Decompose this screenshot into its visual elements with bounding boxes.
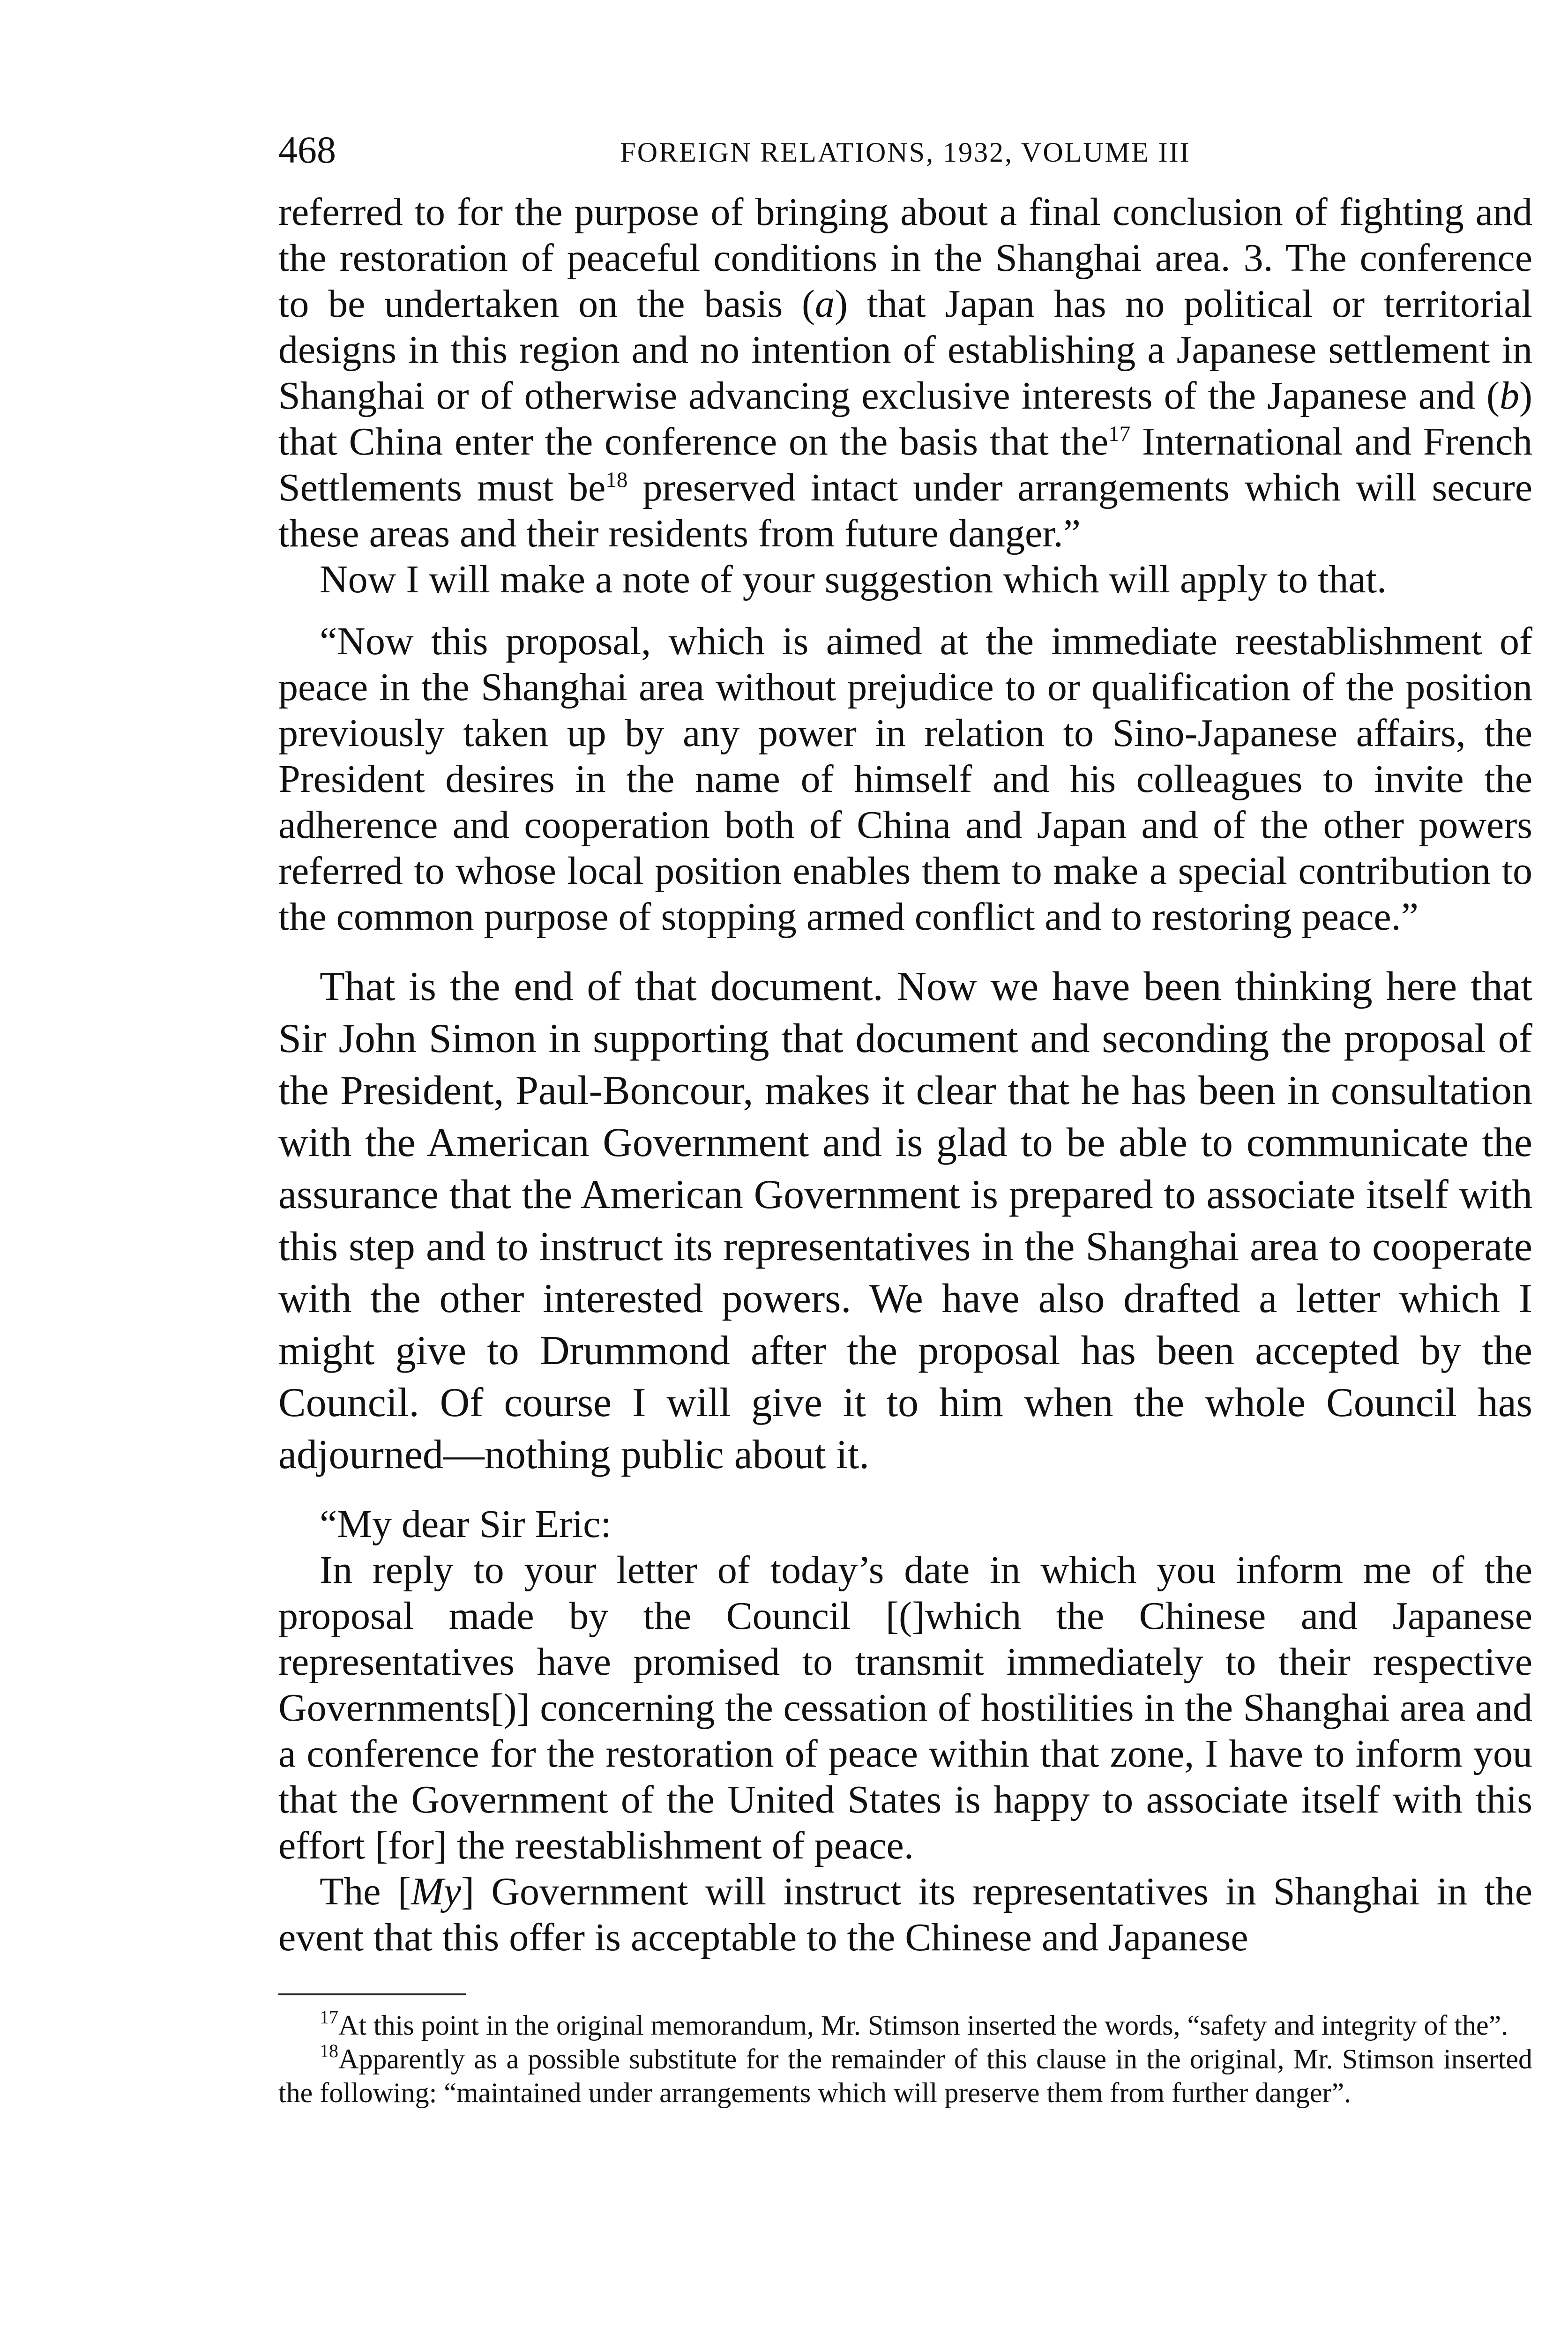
page-number: 468 xyxy=(278,128,336,171)
note-line: Now I will make a note of your suggestion which will apply to that. xyxy=(320,558,1387,601)
footnote-ref-18: 18 xyxy=(605,467,628,492)
quoted-proposal-paragraph: “Now this proposal, which is aimed at the immediate reestablishment of peace in the Shanghai area without prejudice to or qualification of the position previously taken up by any power in relation to Sino-Japanese affairs, the President desires in the name of himself and his colleagues to invite the adherence and cooperation both of China and Japan and of the other powers referred to whose local position enables them to make a special contribution to the common purpose of stopping armed conflict and to restoring peace.” xyxy=(278,619,1532,939)
main-paragraph: That is the end of that document. Now we have been thinking here that Sir John Simon in supporting that document and seconding the proposal of the President, Paul-Boncour, makes it clear that he has been in consultation with the American Government and is glad to be able to communicate the assurance that the American Government is prepared to associate itself with this step and to instruct its representatives in the Shanghai area to cooperate with the other interested powers. We have also drafted a letter which I might give to Drummond after the proposal has been accepted by the Council. Of course I will give it to him when the whole Council has adjourned—nothing public about it. xyxy=(278,964,1532,1477)
footnote-18: $^{18}$Apparently as a possible substitute for the remainder of this clause in the original, Mr. Stimson inserted the following: “maintained under arrangements which will preserve them from further danger”. xyxy=(278,2040,1532,2108)
quoted-proposal-continued: referred to for the purpose of bringing about a final conclusion of fighting and the restoration of peaceful conditions in the Shanghai area. 3. The conference to be undertaken on the basis (a) that Japan has no political or territorial designs in this region and no intention of establishing a Japanese settlement in Shanghai or of otherwise advancing exclusive interests of the Japanese and (b) that China enter the conference on the basis that the$^{17}$ International and French Settlements must $be^{18}$ preserved intact under arrangements which will secure these areas and their residents from future danger.” xyxy=(278,190,1533,555)
running-head xyxy=(278,127,1532,178)
footnote-ref-17: 17 xyxy=(1108,421,1131,446)
footnote-divider xyxy=(278,1993,466,1995)
letter-paragraph: In reply to your letter of today’s date in which you inform me of the proposal made by the Council [(]which the Chinese and Japanese representatives have promised to transmit immediately to their respective Governments[)] concerning the cessation of hostilities in the Shanghai area and a conference for the restoration of peace within that zone, I have to inform you that the Government of the United States is happy to associate itself with this effort [for] the reestablishment of peace. xyxy=(278,1548,1532,1867)
letter-paragraph-continued: The [My] Government will instruct its representatives in Shanghai in the event that this offer is acceptable to the Chinese and Japanese xyxy=(278,1870,1532,1959)
letter-salutation: “My dear Sir Eric: xyxy=(320,1502,612,1546)
running-title: FOREIGN RELATIONS, 1932, VOLUME III xyxy=(620,137,1191,168)
document-page xyxy=(278,127,1532,2110)
footnote-17: $^{17}$At this point in the original memorandum, Mr. Stimson inserted the words, “safety and integrity of the”. xyxy=(320,2007,1508,2041)
